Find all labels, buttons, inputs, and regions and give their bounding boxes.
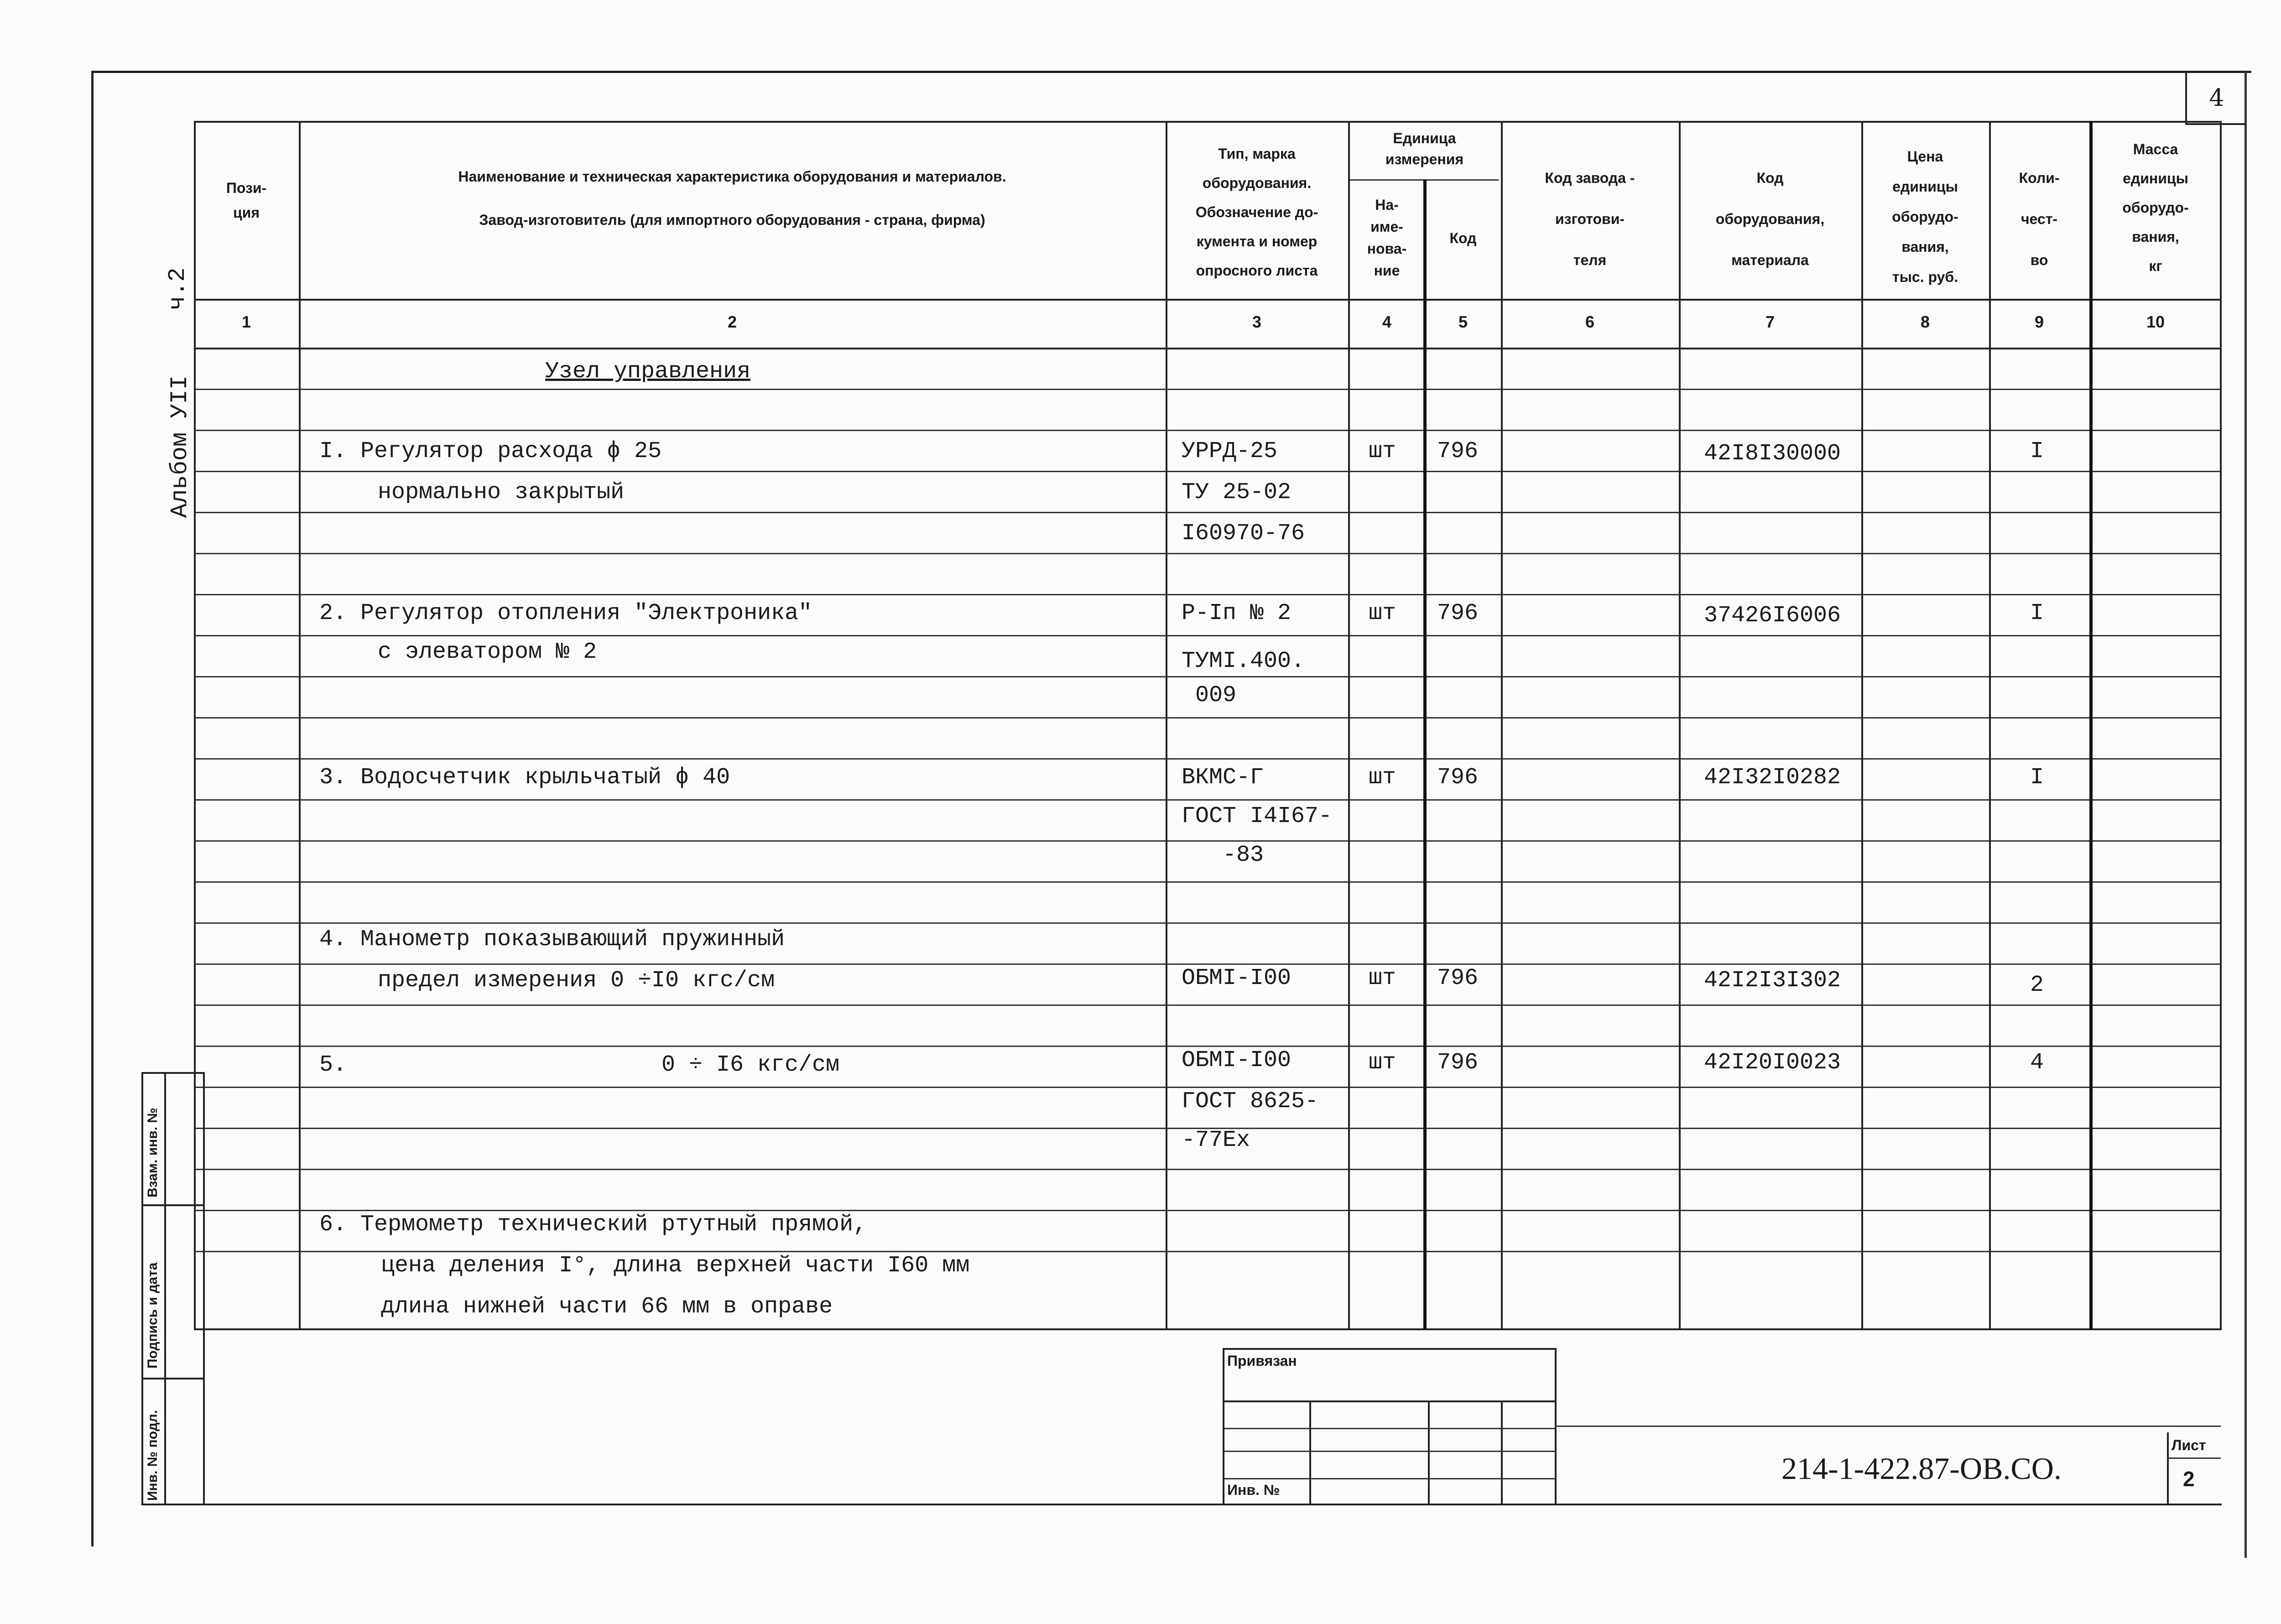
item-5-range: 0 ÷ I6 кгс/см: [661, 1052, 840, 1078]
item-3-doc: ГОСТ I4I67-: [1182, 803, 1333, 829]
col-number: 2: [727, 312, 737, 331]
item-4-equip-code: 42I2I3I302: [1704, 968, 1841, 994]
item-1-doc-line2: I60970-76: [1182, 521, 1305, 547]
header-price: Цена единицы оборудо- вания, тыс. руб.: [1892, 148, 1958, 285]
header-name-line2: Завод-изготовитель (для импортного оборудования - страна, фирма): [479, 212, 985, 228]
stamp-tied: Привязан: [1227, 1353, 1297, 1369]
item-1-type: УРРД-25: [1182, 438, 1278, 464]
col-number: 5: [1458, 312, 1468, 331]
item-6-name-line2: цена деления I°, длина верхней части I60 мм: [381, 1253, 970, 1279]
section-title: Узел управления: [545, 359, 751, 385]
item-2-unit-code: 796: [1437, 600, 1479, 626]
item-4-qty: 2: [2030, 972, 2044, 998]
document-code: 214-1-422.87-ОВ.СО.: [1781, 1451, 2062, 1486]
header-qty: Коли- чест- во: [2019, 170, 2060, 268]
item-4-type: ОБМI-I00: [1182, 965, 1292, 991]
col-number: 7: [1765, 312, 1775, 331]
item-3-unit: шт: [1369, 765, 1396, 791]
item-5-qty: 4: [2030, 1050, 2044, 1076]
col-number: 3: [1252, 312, 1262, 331]
header-type: Тип, марка оборудования. Обозначение до- кумента и номер опросного листа: [1195, 146, 1318, 279]
item-2-equip-code: 37426I6006: [1704, 603, 1841, 629]
item-5-type: ОБМI-I00: [1182, 1047, 1292, 1073]
drawing-frame: [91, 71, 2251, 1546]
item-1-qty: I: [2030, 438, 2044, 464]
item-3-type: ВКМС-Г: [1182, 765, 1264, 791]
stamp-original-inv: Инв. № подл.: [145, 1410, 160, 1501]
item-5-doc: ГОСТ 8625-: [1182, 1088, 1319, 1114]
col-number: 8: [1920, 312, 1930, 331]
item-2-doc: ТУМI.400.: [1182, 648, 1305, 674]
frame-right-border: [2245, 71, 2247, 1558]
item-3-equip-code: 42I32I0282: [1704, 765, 1841, 791]
item-3-unit-code: 796: [1437, 765, 1479, 791]
header-factory-code: Код завода - изготови- теля: [1545, 170, 1635, 268]
item-5-unit-code: 796: [1437, 1050, 1479, 1076]
item-1-equip-code: 42I8I30000: [1704, 441, 1841, 467]
page-number: 4: [2185, 73, 2246, 125]
item-1-doc: ТУ 25-02: [1182, 479, 1292, 505]
item-2-unit: шт: [1369, 600, 1396, 626]
sheet-label: Лист: [2172, 1437, 2206, 1453]
header-position: Пози- ция: [226, 180, 267, 221]
col-number: 6: [1585, 312, 1595, 331]
item-5-unit: шт: [1369, 1050, 1396, 1076]
item-1-name-line2: нормально закрытый: [378, 479, 625, 505]
header-mass: Масса единицы оборудо- вания, кг: [2122, 141, 2189, 274]
item-5-doc-line2: -77Еx: [1182, 1127, 1250, 1153]
item-2-type: Р-Iп № 2: [1182, 600, 1292, 626]
col-number: 10: [2146, 312, 2165, 331]
header-unit-group: Единица измерения: [1385, 130, 1464, 167]
item-4-name-line2: предел измерения 0 ÷I0 кгс/см: [378, 968, 775, 994]
stamp-replaced-inv: Взам. инв. №: [145, 1108, 160, 1197]
sheet-number: 2: [2183, 1467, 2195, 1491]
item-4-name: 4. Манометр показывающий пружинный: [319, 927, 785, 953]
header-equip-code: Код оборудования, материала: [1715, 170, 1825, 268]
item-3-doc-line2: -83: [1223, 842, 1264, 868]
item-5-name: 5.: [319, 1052, 347, 1078]
item-2-doc-line2: 009: [1195, 682, 1237, 708]
item-2-name: 2. Регулятор отопления "Электроника": [319, 600, 812, 626]
col-number: 1: [241, 312, 251, 331]
item-1-unit: шт: [1369, 438, 1396, 464]
side-label-album: Альбом УII: [167, 375, 193, 518]
item-6-name: 6. Термометр технический ртутный прямой,: [319, 1212, 867, 1238]
item-3-name: 3. Водосчетчик крыльчатый ϕ 40: [319, 765, 730, 791]
stamp-inv: Инв. №: [1227, 1482, 1280, 1498]
item-1-name: I. Регулятор расхода ϕ 25: [319, 438, 662, 464]
col-number: 9: [2034, 312, 2044, 331]
item-2-name-line2: с элеватором № 2: [378, 639, 597, 665]
item-2-qty: I: [2030, 600, 2044, 626]
item-1-unit-code: 796: [1437, 438, 1479, 464]
item-4-unit: шт: [1369, 965, 1396, 991]
item-3-qty: I: [2030, 765, 2044, 791]
side-label-part: ч.2: [164, 267, 191, 310]
item-4-unit-code: 796: [1437, 965, 1479, 991]
header-unit-code: Код: [1449, 230, 1477, 246]
header-unit-name: На- име- нова- ние: [1367, 197, 1407, 279]
stamp-signature-date: Подпись и дата: [145, 1262, 160, 1369]
col-number: 4: [1382, 312, 1392, 331]
item-5-equip-code: 42I20I0023: [1704, 1050, 1841, 1076]
item-6-name-line3: длина нижней части 66 мм в оправе: [381, 1294, 833, 1320]
header-name-line1: Наименование и техническая характеристика оборудования и материалов.: [458, 168, 1006, 185]
